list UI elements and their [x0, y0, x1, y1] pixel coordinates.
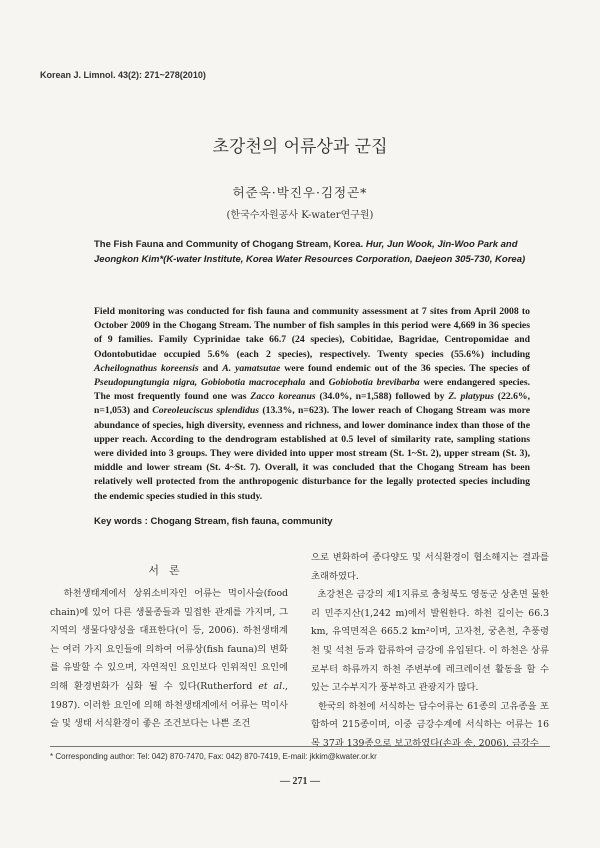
footnote: * Corresponding author: Tel: 042) 870-7470, Fax: 042) 870-7419, E-mail: jkkim@kwater.or.kr — [50, 752, 377, 761]
right-column — [311, 549, 549, 754]
body-text: , 1987). 이러한 요인에 의해 하천생태계에서 어류는 먹이사슬 및 생태 서식환경이 좋은 조건보다는 나쁜 조건 — [50, 680, 288, 730]
species-name: Z. platypus — [448, 391, 494, 403]
english-authors: Hur, Jun Wook, Jin-Woo Park and Jeongkon Kim* — [94, 239, 518, 265]
species-name: A. yamatsutae — [222, 362, 281, 374]
footnote-divider — [50, 746, 550, 747]
abstract-text: Field monitoring was conducted for fish fauna and community assessment at 7 sites from April 2008 to October 2009 in the Chogang Stream. The number of fish samples in this period were 4,669 in 36 species of 9 families. Family Cyprinidae take 66.7 (24 species), Cobitidae, Bagridae, Centropomidae and Odontobutidae occupied 5.6% (each 2 species), respectively. Twenty species (55.6%) including — [94, 306, 530, 360]
citation-etal: et al. — [258, 680, 286, 692]
species-name: Zacco koreanus — [250, 391, 316, 403]
abstract-text: and — [202, 362, 219, 374]
english-header — [94, 237, 534, 267]
species-name: Acheilognathus koreensis — [94, 362, 199, 374]
authors: 허준욱·박진우·김정곤* — [232, 185, 368, 200]
abstract-text: (22.6%, n=1,053) and — [94, 391, 531, 417]
body-text: 한국의 하천에 서식하는 담수어류는 61종의 고유종을 포함하여 215종이며, 이중 금강수계에 서식하는 어류는 16목 37과 139종으로 보고하였다(손과 송, 2006). 금강수 — [311, 700, 549, 749]
body-paragraph: 으로 변화하여 종다양도 및 서식환경이 협소해지는 결과를 초래하였다. — [311, 552, 549, 582]
body-text: 초강천은 금강의 제1지류로 충청북도 영동군 상촌면 물한리 민주지산(1,242 m)에서 발원한다. 하천 길이는 66.3 km, 유역면적은 665.2 km²이며, 고자천, 궁촌천, 추풍령천 및 석천 등과 합류하여 금강에 유입된다. 이 하천은 상류로부터 하류까지 하천 주변부에 레크레이션 활동을 할 수 있는 고수부지가 풍부하고 관광지가 많다. — [311, 589, 549, 694]
left-column — [50, 585, 288, 734]
english-title: The Fish Fauna and Community of Chogang Stream, Korea. — [94, 239, 364, 250]
section-title: 서론 — [148, 564, 190, 577]
species-name: Coreoleuciscus splendidus — [152, 405, 260, 417]
journal-citation: Korean J. Limnol. 43(2): 271~278(2010) — [40, 70, 206, 80]
species-name: Gobiobotia brevibarba — [328, 377, 420, 389]
affiliation: (한국수자원공사 K-water연구원) — [226, 210, 374, 221]
english-affiliation: (K-water Institute, Korea Water Resources Corporation, Daejeon 305-730, Korea) — [163, 254, 526, 265]
keywords: Key words : Chogang Stream, fish fauna, community — [94, 516, 333, 527]
abstract-text: were found endemic out of the 36 species. The species of — [284, 362, 531, 374]
abstract — [94, 305, 530, 504]
paper-title: 초강천의 어류상과 군집 — [212, 137, 388, 157]
abstract-text: (34.0%, n=1,588) followed by — [319, 391, 445, 403]
abstract-text: (13.3%, n=623). The lower reach of Chogang Stream was more abundance of species, high diversity, evenness and richness, and lower dominance index than those of the upper reach. According to the dendrogram established at 0.5 level of similarity rate, sampling stations were divided into 3 groups. They were divided into upper most stream (St. 1~St. 2), upper stream (St. 3), middle and lower stream (St. 4~St. 7). Overall, it was concluded that the Chogang Stream has been relatively well protected from the anthropogenic disturbance for the legally protected species including the endemic species studied in this study. — [94, 405, 531, 502]
page-number: — 271 — — [280, 776, 320, 787]
abstract-text: and — [309, 377, 325, 389]
species-name: Pseudopungtungia nigra, Gobiobotia macrocephala — [94, 377, 306, 389]
abstract-text: were endangered species. The most frequently found one was — [94, 377, 531, 403]
body-text: 하천생태계에서 상위소비자인 어류는 먹이사슬(food chain)에 있어 다른 생물종들과 밀접한 관계를 가지며, 그 지역의 생물다양성을 대표한다(이 등, 2006). 하천생태계는 여러 가지 요인들에 의하여 어류상(fish fauna)의 변화를 유발할 수 있으며, 자연적인 요인보다 인위적인 요인에 의해 환경변화가 심화 될 수 있다(Rutherford — [50, 588, 288, 692]
